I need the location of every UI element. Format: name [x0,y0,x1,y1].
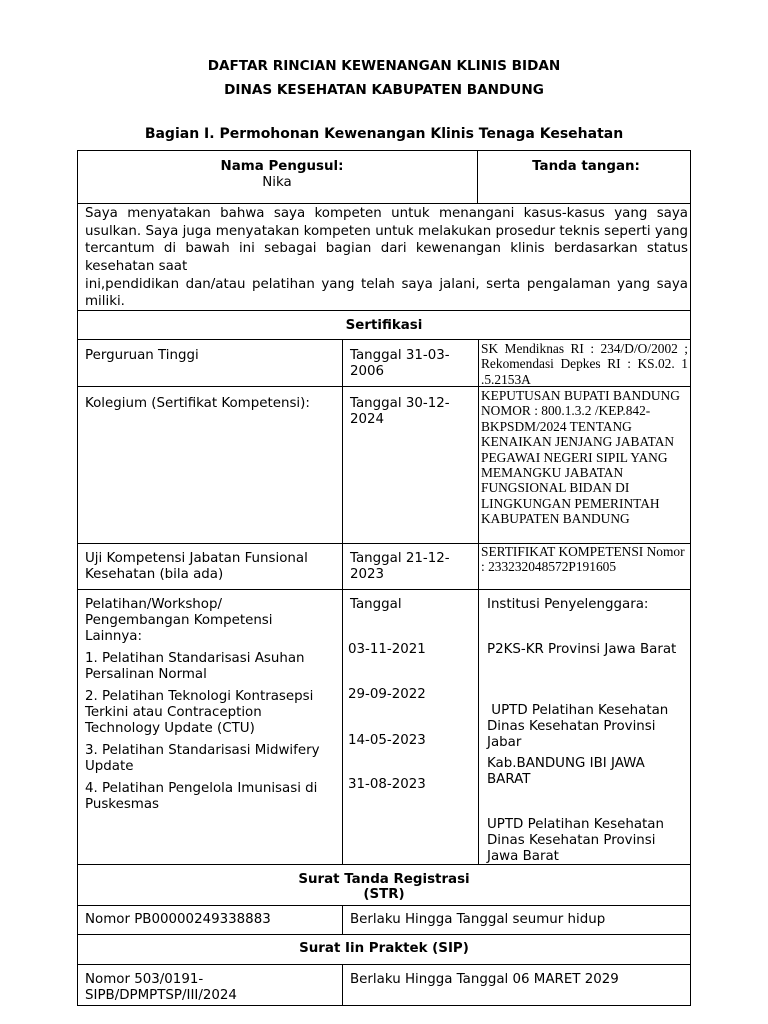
name-value: Nika [262,175,292,190]
name-label: Nama Pengusul: [220,159,344,174]
cert-label-university: Perguruan Tinggi [85,348,199,363]
training-item-date: 29-09-2022 [348,687,426,702]
document-title-line2: DINAS KESEHATAN KABUPATEN BANDUNG [224,82,544,98]
row-divider [77,905,691,906]
training-item-institution: UPTD Pelatihan Kesehatan Dinas Kesehatan Provinsi Jawa Barat [487,817,664,864]
training-item-name: 4. Pelatihan Pengelola Imunisasi di Puskesmas [85,781,318,812]
statement-text-continued: ini,pendidikan dan/atau pelatihan yang telah saya jalani, serta pengalaman yang saya miliki. [85,277,688,309]
row-divider [77,203,691,204]
sip-number: Nomor 503/0191-SIPB/DPMPTSP/III/2024 [85,972,237,1003]
training-item-date: 31-08-2023 [348,777,426,792]
training-label: Pelatihan/Workshop/ Pengembangan Kompetensi Lainnya: [85,597,273,644]
cert-date-collegium: Tanggal 30-12-2024 [350,396,450,427]
row-divider [77,339,691,340]
cert-date-university: Tanggal 31-03-2006 [350,348,450,379]
training-date-header: Tanggal [350,597,402,612]
sip-heading: Surat Iin Praktek (SIP) [299,941,469,956]
training-item-name: 3. Pelatihan Standarisasi Midwifery Update [85,743,320,774]
cert-detail-collegium: KEPUTUSAN BUPATI BANDUNG NOMOR : 800.1.3.2 /KEP.842-BKPSDM/2024 TENTANG KENAIKAN JENJANG JABATAN PEGAWAI NEGERI SIPIL YANG MEMANGKU JABATAN FUNGSIONAL BIDAN DI LINGKUNGAN PEMERINTAH KABUPATEN BANDUNG [481,388,680,527]
str-heading-abbr: (STR) [363,887,405,902]
training-item-institution: UPTD Pelatihan Kesehatan Dinas Kesehatan Provinsi Jabar [487,703,673,750]
cert-label-collegium: Kolegium (Sertifikat Kompetensi): [85,396,310,411]
training-item-institution: P2KS-KR Provinsi Jawa Barat [487,642,677,657]
column-divider [342,339,343,864]
statement-text: Saya menyatakan bahwa saya kompeten untuk menangani kasus-kasus yang saya usulkan. Saya juga menyatakan kompeten untuk melakukan prosedur teknis seperti yang tercantum di bawah ini sebagai bagian dari kewenangan klinis berdasarkan status kesehatan saat [85,206,688,274]
training-item-institution: Kab.BANDUNG IBI JAWA BARAT [487,756,645,787]
training-item-name: 1. Pelatihan Standarisasi Asuhan Persalinan Normal [85,651,305,682]
signature-label: Tanda tangan: [532,159,640,174]
str-validity: Berlaku Hingga Tanggal seumur hidup [350,912,606,927]
cert-date-competency-test: Tanggal 21-12-2023 [350,551,450,582]
cert-detail-university: SK Mendiknas RI : 234/D/O/2002 ; Rekomendasi Depkes RI : KS.02. 1 .5.2153A [481,341,688,387]
row-divider [77,934,691,935]
training-institution-header: Institusi Penyelenggara: [487,597,649,612]
row-divider [77,964,691,965]
row-divider [77,589,691,590]
cert-detail-competency-test: SERTIFIKAT KOMPETENSI Nomor : 233232048572P191605 [481,544,685,575]
training-item-date: 03-11-2021 [348,642,426,657]
training-item-name: 2. Pelatihan Teknologi Kontrasepsi Terkini atau Contraception Technology Update (CTU) [85,689,314,736]
column-divider [478,339,479,864]
document-title-line1: DAFTAR RINCIAN KEWENANGAN KLINIS BIDAN [207,58,561,74]
str-number: Nomor PB00000249338883 [85,912,271,927]
certification-heading: Sertifikasi [345,318,423,333]
sip-validity: Berlaku Hingga Tanggal 06 MARET 2029 [350,972,619,987]
column-divider [342,964,343,1006]
training-item-date: 14-05-2023 [348,733,426,748]
cert-label-competency-test: Uji Kompetensi Jabatan Funsional Kesehatan (bila ada) [85,551,308,582]
column-divider [477,150,478,203]
str-heading: Surat Tanda Registrasi [298,872,470,887]
column-divider [342,905,343,934]
section-title: Bagian I. Permohonan Kewenangan Klinis Tenaga Kesehatan [144,126,624,142]
